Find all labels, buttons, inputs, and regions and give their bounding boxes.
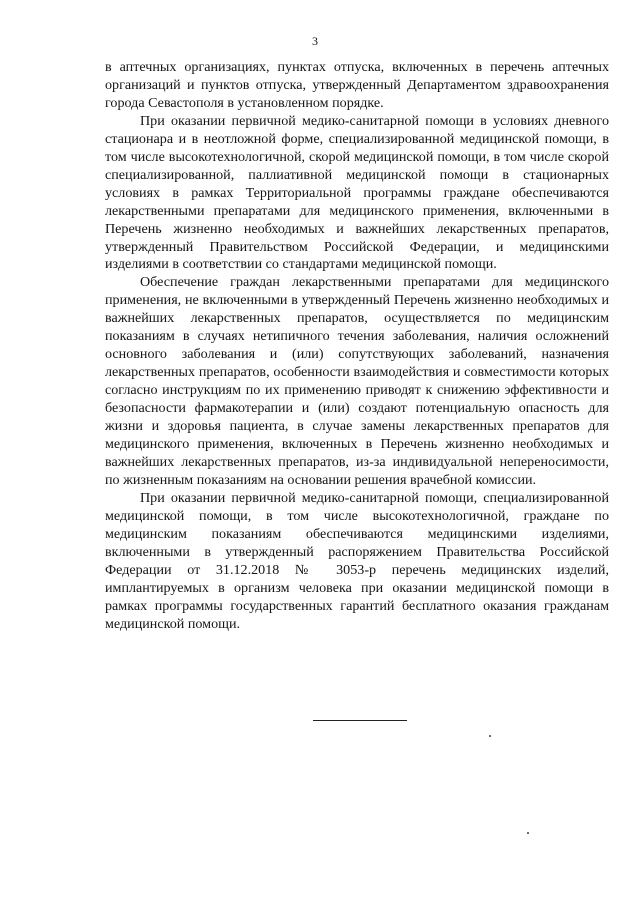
end-of-text-rule xyxy=(313,720,407,721)
scan-speck xyxy=(527,832,529,834)
paragraph-primary-care-provision: При оказании первичной медико-санитарной помощи в условиях дневного стационара и в неотложной форме, специализированной медицинской помощи, в том числе высокотехнологичной, скорой медицинской помощи, в том числе скорой специализированной, паллиативной медицинской помощи в стационарных условиях в рамках Территориальной программы граждане обеспечиваются лекарственными препаратами для медицинского применения, включенными в Перечень жизненно необходимых и важнейших лекарственных препаратов, утвержденный Правительством Российской Федерации, и медицинскими изделиями в соответствии со стандартами медицинской помощи. xyxy=(105,112,609,273)
document-body xyxy=(105,59,609,634)
page-number: 3 xyxy=(312,34,318,48)
paragraph-drugs-outside-list: Обеспечение граждан лекарственными препаратами для медицинского применения, не включенными в утвержденный Перечень жизненно необходимых и важнейших лекарственных препаратов, осуществляется по медицинским показаниям в случаях нетипичного течения заболевания, наличия осложнений основного заболевания и (или) сопутствующих заболеваний, назначения лекарственных препаратов, особенности взаимодействия и совместимости которых согласно инструкциям по их применению приводят к снижению эффективности и безопасности фармакотерапии и (или) создают потенциальную опасность для жизни и здоровья пациента, в случае замены лекарственных препаратов для медицинского применения, включенных в Перечень жизненно необходимых и важнейших лекарственных препаратов, из-за индивидуальной непереносимости, по жизненным показаниям на основании решения врачебной комиссии. xyxy=(105,274,609,488)
paragraph-medical-devices: При оказании первичной медико-санитарной помощи, специализированной медицинской помощи, в том числе высокотехнологичной, граждане по медицинским показаниям обеспечиваются медицинскими изделиями, включенными в утвержденный распоряжением Правительства Российской Федерации от 31.12.2018 № 3053-р перечень медицинских изделий, имплантируемых в организм человека при оказании медицинской помощи в рамках программы государственных гарантий бесплатного оказания гражданам медицинской помощи. xyxy=(105,489,609,632)
scan-speck xyxy=(489,735,491,737)
paragraph-continuation: в аптечных организациях, пунктах отпуска, включенных в перечень аптечных организаций и пунктов отпуска, утвержденный Департаментом здравоохранения города Севастополя в установленном порядке. xyxy=(105,59,609,111)
